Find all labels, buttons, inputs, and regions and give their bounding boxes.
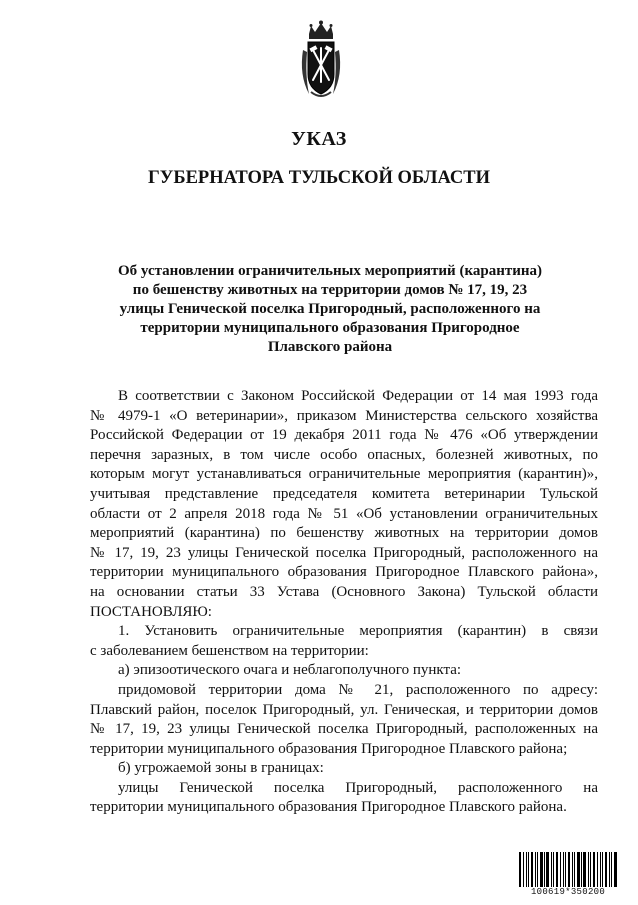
body-line: № 4979-1 «О ветеринарии», приказом Министерства сельского хозяйства: [90, 407, 598, 424]
document-title: УКАЗ: [291, 128, 347, 150]
barcode-bar: [526, 852, 527, 888]
barcode-bar: [568, 852, 570, 888]
barcode-bar: [572, 852, 573, 888]
barcode-bar: [546, 852, 549, 888]
barcode-bar: [593, 852, 595, 888]
body-line: учитывая представление председателя комитета ветеринарии Тульской: [90, 485, 598, 502]
barcode-bar: [528, 852, 529, 888]
document-issuer: ГУБЕРНАТОРА ТУЛЬСКОЙ ОБЛАСТИ: [148, 168, 490, 188]
barcode-bar: [602, 852, 603, 888]
barcode-bar: [605, 852, 607, 888]
barcode-bar: [556, 852, 558, 888]
decree-subject: [110, 262, 550, 357]
body-line: № 17, 19, 23 улицы Генической поселка Пригородный, расположенных на: [90, 721, 598, 738]
barcode-bar: [523, 852, 524, 888]
body-line: № 17, 19, 23 улицы Генической поселка Пригородный, расположенного на: [90, 544, 598, 561]
body-line: придомовой территории дома № 21, расположенного по адресу:: [118, 681, 598, 698]
barcode-number: 100619*350200: [517, 887, 619, 897]
barcode-bar: [581, 852, 582, 888]
body-line: на основании статьи 33 Устава (Основного Закона) Тульской области: [90, 583, 598, 600]
body-line: 1. Установить ограничительные мероприятия (карантин) в связи: [118, 623, 598, 640]
barcode-bar: [611, 852, 612, 888]
barcode-bar: [565, 852, 566, 888]
subject-line: улицы Генической поселка Пригородный, расположенного на: [119, 301, 541, 317]
body-line-decree: ПОСТАНОВЛЯЮ:: [90, 603, 212, 620]
body-line: которым могут устанавливаться ограничительные мероприятия (карантин)»,: [90, 466, 598, 483]
barcode-bar: [537, 852, 538, 888]
document-barcode: [517, 852, 619, 897]
body-line: В соответствии с Законом Российской Федерации от 14 мая 1993 года: [118, 388, 598, 404]
barcode-bar: [540, 852, 543, 888]
barcode-bar: [597, 852, 598, 888]
subject-line: Плавского района: [267, 339, 393, 355]
subject-line: территории муниципального образования Пригородное: [140, 320, 520, 336]
body-line: территории муниципального образования Пригородное Плавского района»,: [90, 564, 598, 581]
body-line: области от 2 апреля 2018 года № 51 «Об установлении ограничительных: [90, 505, 598, 522]
barcode-bar: [544, 852, 545, 888]
barcode-bar: [519, 852, 521, 888]
barcode-bar: [609, 852, 610, 888]
barcode-bar: [600, 852, 601, 888]
barcode-bar: [590, 852, 591, 888]
body-line: а) эпизоотического очага и неблагополучного пункта:: [118, 662, 462, 679]
barcode-bar: [535, 852, 536, 888]
barcode-bar: [588, 852, 589, 888]
body-line: Российской Федерации от 19 декабря 2011 года № 476 «Об утверждении: [90, 427, 598, 444]
body-line: территории муниципального образования Пригородное Плавского района;: [90, 740, 568, 757]
body-line: Плавский район, поселок Пригородный, ул. Геническая, и территории домов: [90, 701, 598, 718]
subject-line: по бешенству животных на территории домов № 17, 19, 23: [132, 282, 528, 298]
barcode-bars: [517, 852, 619, 888]
body-line: территории муниципального образования Пригородное Плавского района.: [90, 799, 567, 816]
barcode-bar: [560, 852, 561, 888]
barcode-bar: [553, 852, 554, 888]
barcode-bar: [577, 852, 580, 888]
body-line: перечня заразных, в том числе особо опасных, болезней животных, по: [90, 446, 598, 463]
barcode-bar: [574, 852, 575, 888]
barcode-bar: [583, 852, 586, 888]
subject-line: Об установлении ограничительных мероприятий (карантина): [117, 263, 542, 279]
barcode-bar: [551, 852, 552, 888]
barcode-bar: [563, 852, 564, 888]
tula-coat-of-arms-icon: [297, 20, 345, 102]
barcode-bar: [614, 852, 617, 888]
barcode-bar: [531, 852, 533, 888]
body-line: улицы Генической поселка Пригородный, расположенного на: [118, 779, 598, 796]
body-line: мероприятий (карантина) по бешенству животных на территории домов: [90, 525, 598, 542]
body-line: с заболеванием бешенством на территории:: [90, 642, 369, 659]
decree-body: [90, 387, 598, 818]
body-line: б) угрожаемой зоны в границах:: [118, 760, 324, 777]
